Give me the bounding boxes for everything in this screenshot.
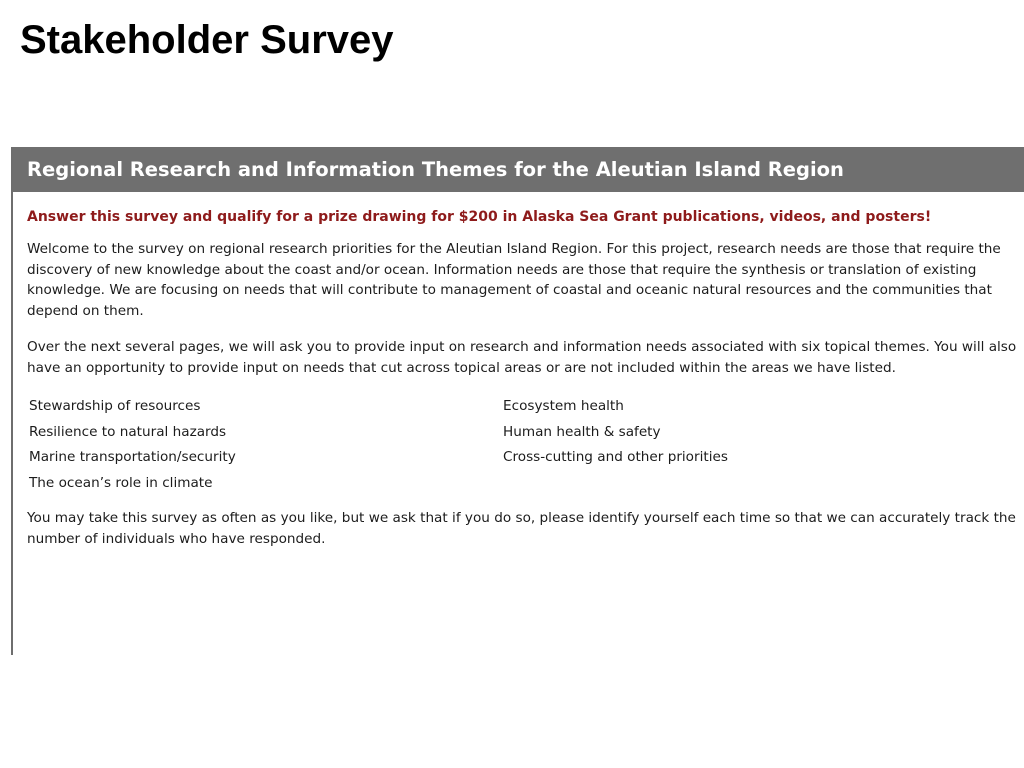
panel-header: Regional Research and Information Themes for the Aleutian Island Region xyxy=(13,147,1024,192)
panel-body xyxy=(13,192,1024,549)
slide-title: Stakeholder Survey xyxy=(20,18,394,62)
survey-panel xyxy=(11,147,1024,655)
theme-item-ocean-climate: The ocean’s role in climate xyxy=(29,474,213,491)
theme-item-stewardship: Stewardship of resources xyxy=(29,398,201,414)
closing-paragraph: You may take this survey as often as you like, but we ask that if you do so, please identify yourself each time so that we can accurately track the number of individuals who have responded. xyxy=(27,510,1016,547)
prize-notice: Answer this survey and qualify for a prize drawing for $200 in Alaska Sea Grant publications, videos, and posters! xyxy=(27,209,932,225)
overview-paragraph: Over the next several pages, we will ask you to provide input on research and information needs associated with six topical themes. You will also have an opportunity to provide input on needs that cut across topical areas or are not included within the areas we have listed. xyxy=(27,339,1017,376)
theme-item-resilience: Resilience to natural hazards xyxy=(29,423,227,440)
themes-list xyxy=(29,394,1018,496)
theme-item-marine-transportation: Marine transportation/security xyxy=(29,449,236,465)
theme-item-cross-cutting: Cross-cutting and other priorities xyxy=(503,449,728,465)
intro-paragraph: Welcome to the survey on regional research priorities for the Aleutian Island Region. For this project, research needs are those that require the discovery of new knowledge about the coast and/or ocean. Information needs are those that require the synthesis or translation of existing knowledge. We are focusing on needs that will contribute to management of coastal and oceanic natural resources and the communities that depend on them. xyxy=(27,241,1001,319)
theme-item-ecosystem-health: Ecosystem health xyxy=(503,398,624,414)
theme-item-human-health: Human health & safety xyxy=(503,423,661,440)
